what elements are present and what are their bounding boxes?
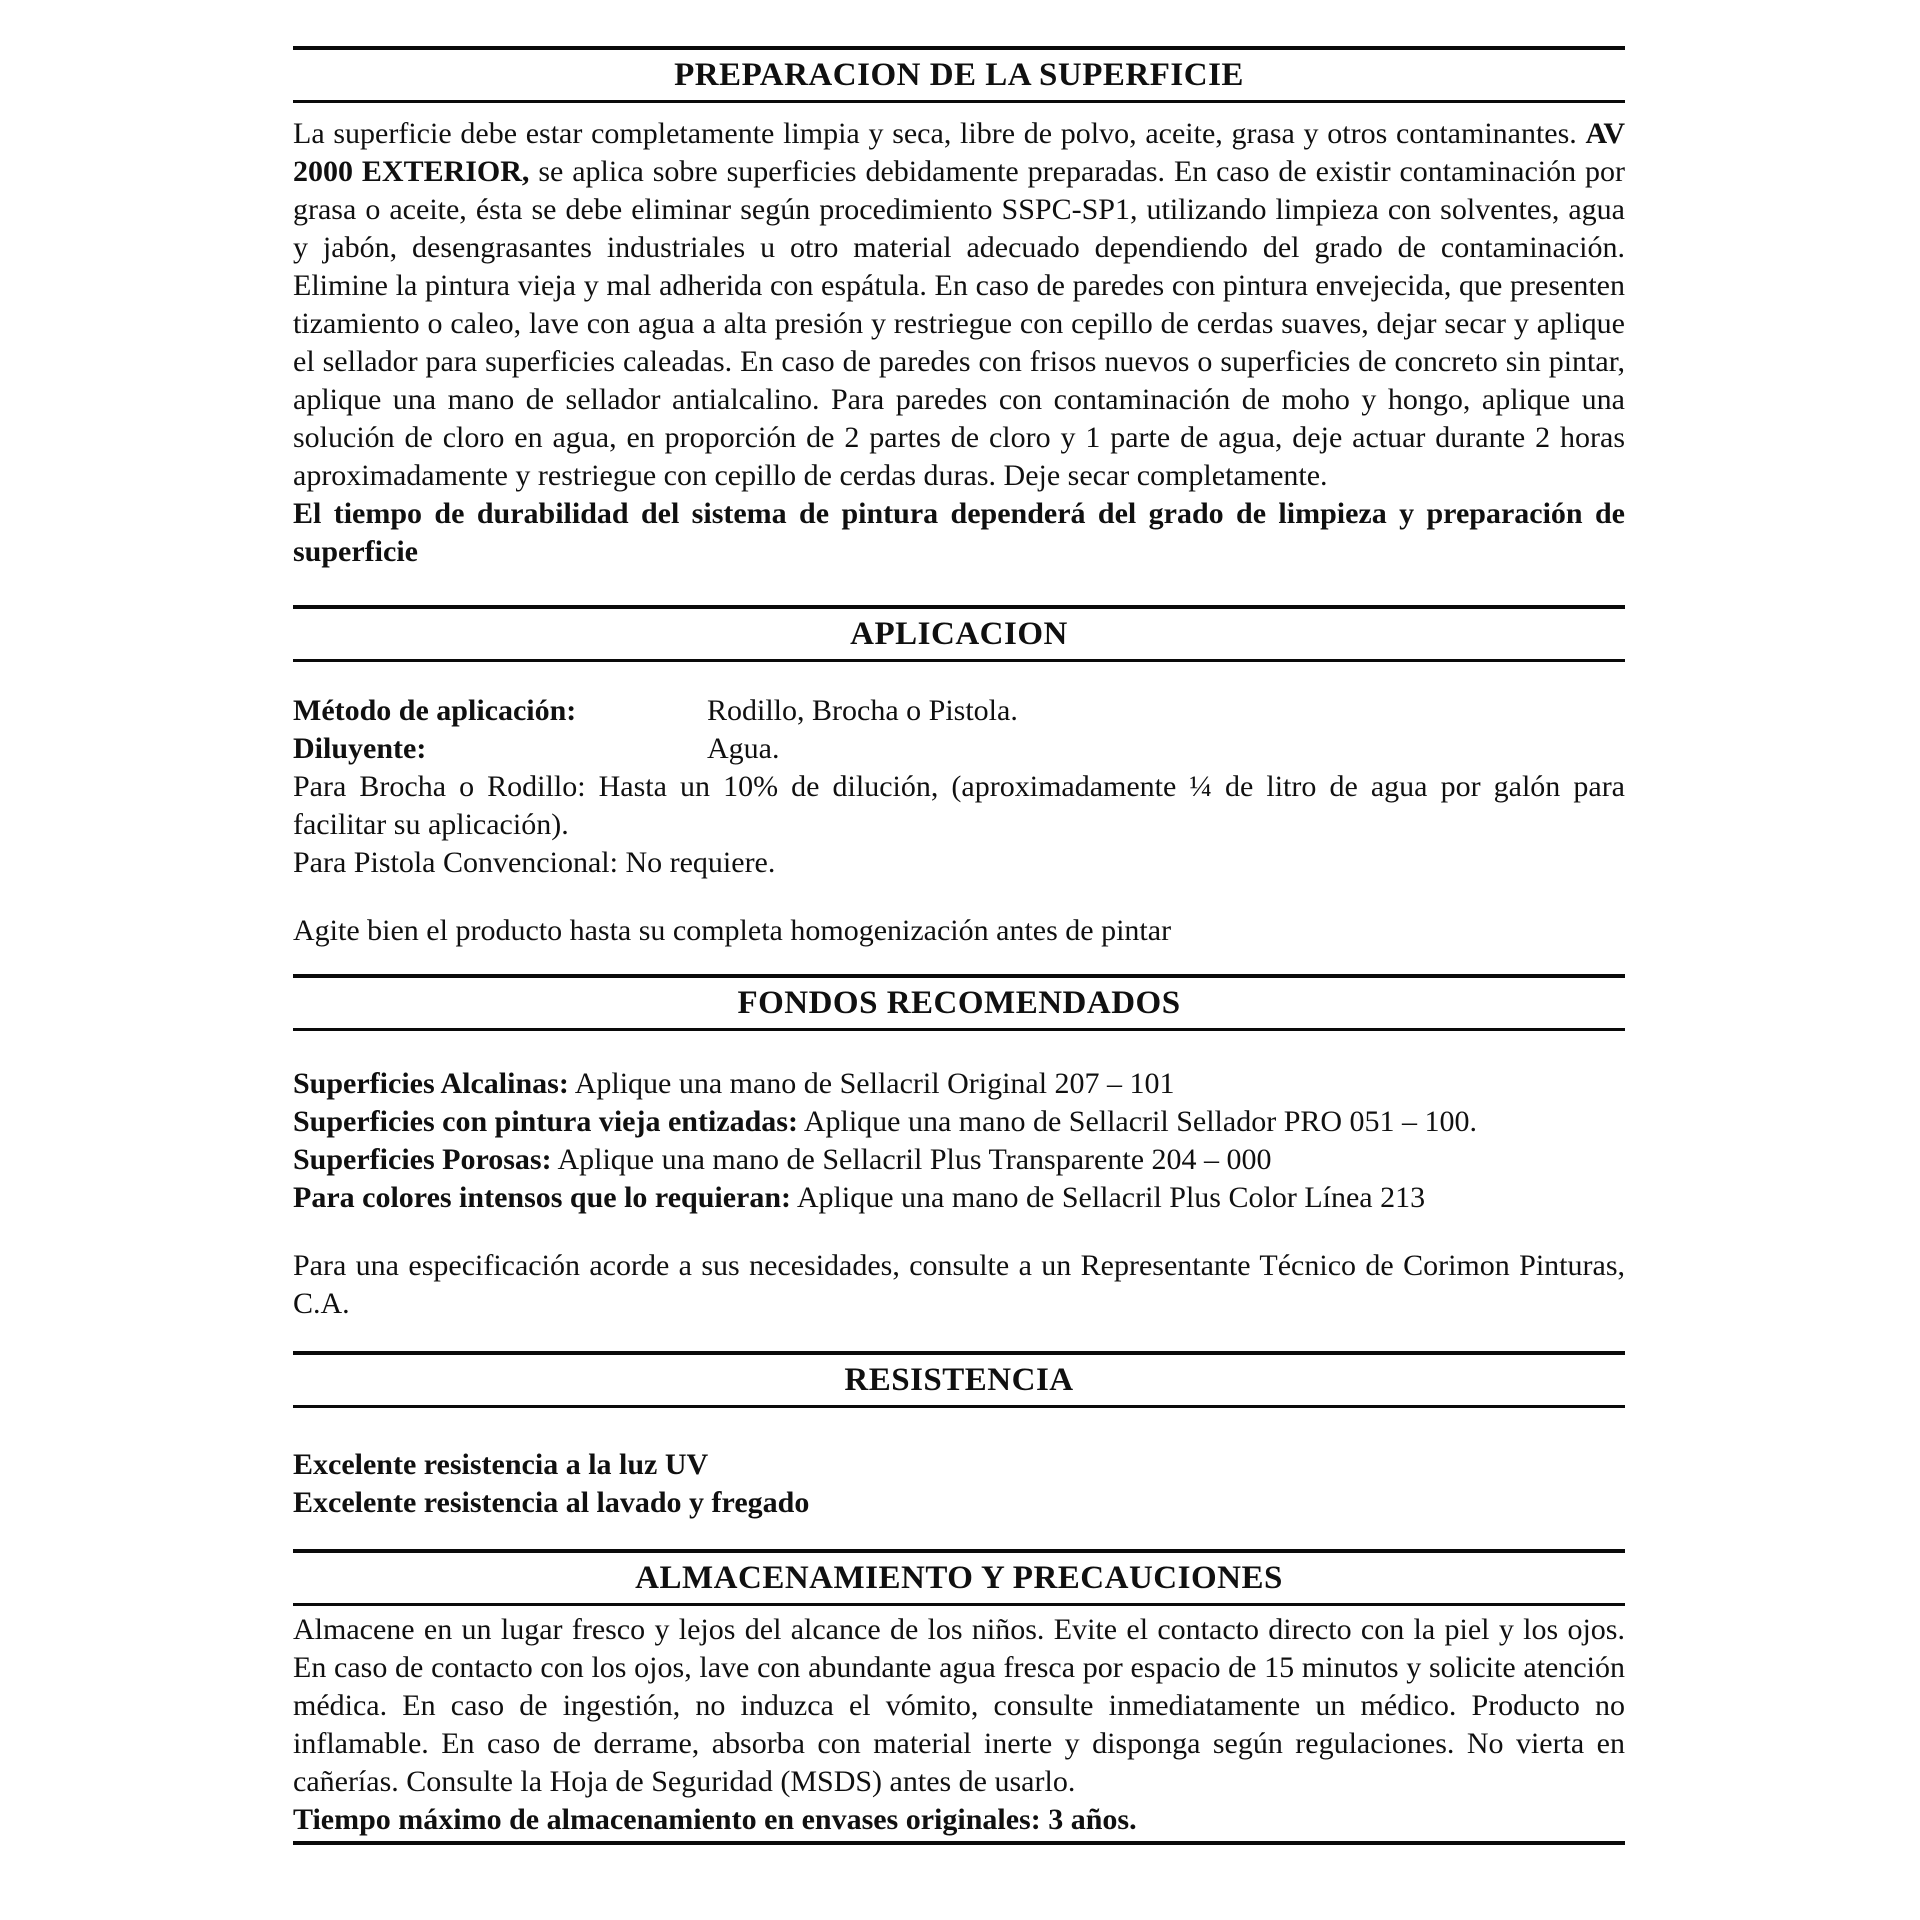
aplicacion-row-metodo	[293, 692, 1625, 730]
fondos-list	[293, 1065, 1625, 1217]
section-title-preparacion: PREPARACION DE LA SUPERFICIE	[293, 46, 1625, 103]
product-name-av2000: AV 2000 EXTERIOR,	[293, 117, 1625, 188]
fondo-item-colores-intensos	[293, 1179, 1625, 1217]
fondo-porosas-label: Superficies Porosas:	[293, 1143, 552, 1176]
metodo-value: Rodillo, Brocha o Pistola.	[707, 694, 1018, 727]
agitate-note: Agite bien el producto hasta su completa homogenización antes de pintar	[293, 914, 1172, 947]
fondo-colores-label: Para colores intensos que lo requieran:	[293, 1181, 792, 1214]
section-almacenamiento	[293, 1549, 1625, 1845]
document-content	[293, 0, 1625, 1845]
fondo-item-porosas	[293, 1141, 1625, 1179]
preparacion-durability-note: El tiempo de durabilidad del sistema de pintura dependerá del grado de limpieza y preparación de superficie	[293, 497, 1625, 568]
fondo-porosas-value: Aplique una mano de Sellacril Plus Transparente 204 – 000	[551, 1143, 1272, 1176]
resistencia-list	[293, 1446, 1625, 1522]
almacenamiento-paragraph	[293, 1611, 1625, 1839]
resistencia-item-uv: Excelente resistencia a la luz UV	[293, 1448, 709, 1481]
diluyente-value: Agua.	[707, 732, 780, 765]
dilucion-pistola-line: Para Pistola Convencional: No requiere.	[293, 846, 776, 879]
fondo-entizadas-label: Superficies con pintura vieja entizadas:	[293, 1105, 798, 1138]
aplicacion-rows	[293, 692, 1625, 768]
section-title-resistencia: RESISTENCIA	[293, 1351, 1625, 1408]
fondo-colores-value: Aplique una mano de Sellacril Plus Color Línea 213	[791, 1181, 1426, 1214]
fondo-item-entizadas	[293, 1103, 1625, 1141]
preparacion-text-intro: La superficie debe estar completamente limpia y seca, libre de polvo, aceite, grasa y otros contaminantes.	[293, 117, 1586, 150]
section-title-aplicacion: APLICACION	[293, 605, 1625, 662]
bottom-rule	[293, 1841, 1625, 1845]
diluyente-label: Diluyente:	[293, 732, 427, 765]
almacenamiento-max-time-line: Tiempo máximo de almacenamiento en envases originales: 3 años.	[293, 1803, 1137, 1836]
resistencia-item-lavado: Excelente resistencia al lavado y fregado	[293, 1486, 810, 1519]
fondo-item-alcalinas	[293, 1065, 1625, 1103]
dilucion-brocha-rodillo-line: Para Brocha o Rodillo: Hasta un 10% de dilución, (aproximadamente ¼ de litro de agua por galón para facilitar su aplicación).	[293, 770, 1625, 841]
fondos-consult-note: Para una especificación acorde a sus necesidades, consulte a un Representante Técnico de Corimon Pinturas, C.A.	[293, 1249, 1625, 1320]
section-title-fondos: FONDOS RECOMENDADOS	[293, 974, 1625, 1031]
fondo-entizadas-value: Aplique una mano de Sellacril Sellador PRO 051 – 100.	[797, 1105, 1478, 1138]
preparacion-paragraph	[293, 115, 1625, 495]
aplicacion-row-diluyente	[293, 730, 1625, 768]
metodo-label: Método de aplicación:	[293, 694, 577, 727]
fondo-alcalinas-label: Superficies Alcalinas:	[293, 1067, 569, 1100]
preparacion-text-rest: se aplica sobre superficies debidamente preparadas. En caso de existir contaminación por grasa o aceite, ésta se debe eliminar según procedimiento SSPC-SP1, utilizando limpieza con solventes, agua y jabón, desengrasantes industriales u otro material adecuado dependiendo del grado de contaminación. Elimine la pintura vieja y mal adherida con espátula. En caso de paredes con pintura envejecida, que presenten tizamiento o caleo, lave con agua a alta presión y restriegue con cepillo de cerdas suaves, dejar secar y aplique el sellador para superficies caleadas. En caso de paredes con frisos nuevos o superficies de concreto sin pintar, aplique una mano de sellador antialcalino. Para paredes con contaminación de moho y hongo, aplique una solución de cloro en agua, en proporción de 2 partes de cloro y 1 parte de agua, deje actuar durante 2 horas aproximadamente y restriegue con cepillo de cerdas duras. Deje secar completamente.	[293, 155, 1625, 492]
almacenamiento-body-text: Almacene en un lugar fresco y lejos del alcance de los niños. Evite el contacto directo con la piel y los ojos. En caso de contacto con los ojos, lave con abundante agua fresca por espacio de 15 minutos y solicite atención médica. En caso de ingestión, no induzca el vómito, consulte inmediatamente un médico. Producto no inflamable. En caso de derrame, absorba con material inerte y disponga según regulaciones. No vierta en cañerías. Consulte la Hoja de Seguridad (MSDS) antes de usarlo.	[293, 1613, 1625, 1798]
section-aplicacion	[293, 605, 1625, 950]
section-preparacion	[293, 46, 1625, 571]
section-resistencia	[293, 1351, 1625, 1522]
section-title-almacenamiento: ALMACENAMIENTO Y PRECAUCIONES	[293, 1549, 1625, 1606]
fondo-alcalinas-value: Aplique una mano de Sellacril Original 207 – 101	[568, 1067, 1175, 1100]
section-fondos	[293, 974, 1625, 1323]
